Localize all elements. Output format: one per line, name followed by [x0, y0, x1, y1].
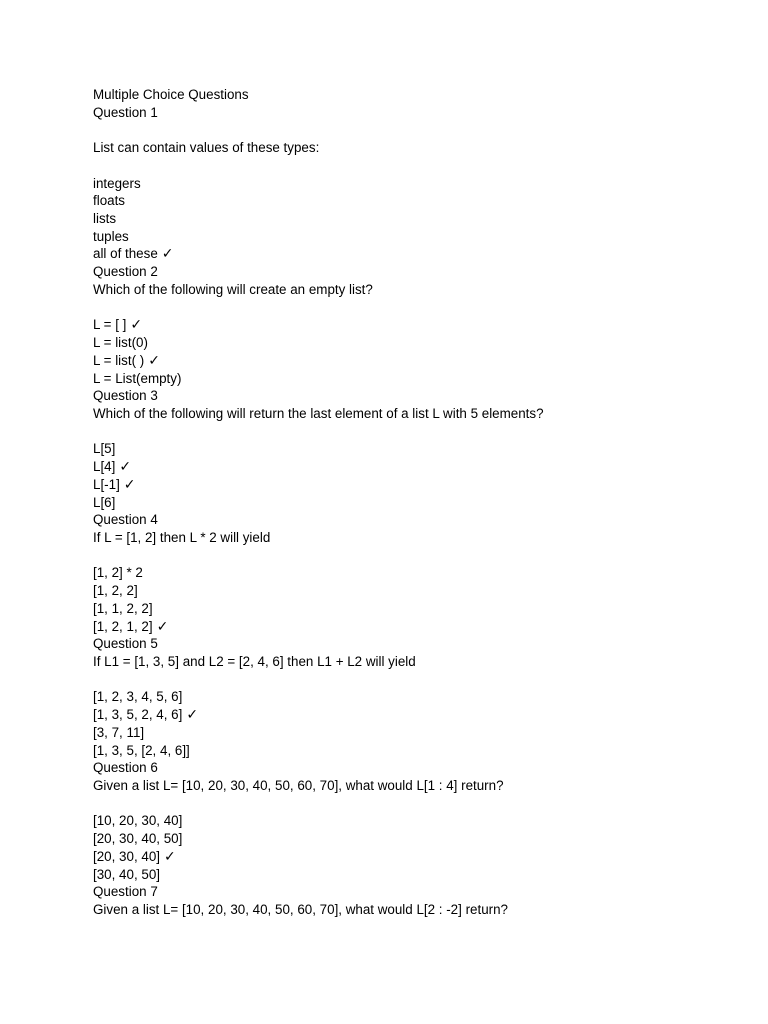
question-block [93, 759, 733, 883]
question-label: Question 4 [93, 512, 158, 528]
answer-option [93, 440, 733, 458]
answer-option [93, 458, 733, 476]
check-mark-icon: ✓ [164, 848, 176, 865]
answer-option [93, 494, 733, 512]
question-block [93, 511, 733, 635]
check-mark-icon: ✓ [130, 317, 143, 334]
answer-option [93, 210, 733, 228]
option-text: [10, 20, 30, 40] [93, 813, 183, 829]
answer-option [93, 618, 733, 636]
question-label: Question 5 [93, 636, 158, 652]
question-label: Question 7 [93, 884, 158, 900]
answer-option [93, 582, 733, 600]
option-text: L[6] [93, 494, 116, 510]
question-label: Question 3 [93, 388, 158, 404]
document-title: Multiple Choice Questions [93, 87, 249, 102]
answer-option [93, 688, 733, 706]
option-text: [3, 7, 11] [93, 724, 145, 740]
answer-option [93, 476, 733, 494]
answer-option [93, 848, 733, 866]
blank-line [93, 157, 733, 175]
option-text: [1, 3, 5, [2, 4, 6]] [93, 742, 190, 758]
question-text: Given a list L= [10, 20, 30, 40, 50, 60, 70], what would L[2 : -2] return? [93, 902, 508, 918]
option-text: L = list(0) [93, 335, 148, 351]
question-label: Question 6 [93, 760, 158, 776]
answer-option [93, 706, 733, 724]
answer-option [93, 812, 733, 830]
option-text: lists [93, 211, 117, 227]
answer-option [93, 600, 733, 618]
blank-line [93, 299, 733, 317]
answer-option [93, 352, 733, 370]
blank-line [93, 121, 733, 139]
document-page [93, 86, 733, 919]
answer-option [93, 370, 733, 388]
answer-option [93, 245, 733, 263]
check-mark-icon: ✓ [186, 707, 199, 724]
option-text: [1, 2, 3, 4, 5, 6] [93, 689, 183, 705]
option-text: [1, 3, 5, 2, 4, 6] [93, 707, 183, 723]
question-text: Which of the following will return the last element of a list L with 5 elements? [93, 405, 544, 421]
question-text: If L = [1, 2] then L * 2 will yield [93, 529, 271, 545]
option-text: [1, 1, 2, 2] [93, 600, 153, 616]
option-text: [1, 2, 2] [93, 583, 138, 599]
blank-line [93, 795, 733, 813]
option-text: L[4] [93, 459, 116, 475]
question-list [93, 104, 733, 919]
answer-option [93, 866, 733, 884]
question-block [93, 263, 733, 387]
check-mark-icon: ✓ [123, 476, 136, 493]
option-text: [1, 2, 1, 2] [93, 618, 153, 634]
answer-option [93, 228, 733, 246]
check-mark-icon: ✓ [161, 246, 174, 263]
option-text: [1, 2] * 2 [93, 565, 143, 581]
answer-option [93, 334, 733, 352]
blank-line [93, 423, 733, 441]
option-text: all of these [93, 246, 158, 262]
question-text: Which of the following will create an empty list? [93, 281, 373, 297]
check-mark-icon: ✓ [156, 618, 169, 635]
option-text: [20, 30, 40] [93, 848, 161, 864]
question-block [93, 387, 733, 511]
question-label: Question 1 [93, 104, 158, 120]
option-text: L = [ ] [93, 317, 127, 333]
option-text: L = list( ) [93, 352, 145, 368]
answer-option [93, 830, 733, 848]
option-text: L[5] [93, 441, 116, 457]
option-text: floats [93, 193, 126, 209]
check-mark-icon: ✓ [119, 459, 132, 476]
answer-option [93, 316, 733, 334]
blank-line [93, 671, 733, 689]
option-text: integers [93, 175, 141, 191]
question-text: Given a list L= [10, 20, 30, 40, 50, 60, 70], what would L[1 : 4] return? [93, 778, 504, 794]
option-text: [30, 40, 50] [93, 866, 161, 882]
check-mark-icon: ✓ [148, 352, 160, 369]
answer-option [93, 724, 733, 742]
answer-option [93, 175, 733, 193]
question-label: Question 2 [93, 264, 158, 280]
question-text: If L1 = [1, 3, 5] and L2 = [2, 4, 6] then L1 + L2 will yield [93, 654, 416, 669]
question-text: List can contain values of these types: [93, 140, 320, 156]
option-text: [20, 30, 40, 50] [93, 831, 183, 847]
answer-option [93, 564, 733, 582]
answer-option [93, 192, 733, 210]
option-text: L = List(empty) [93, 370, 182, 386]
question-block [93, 883, 733, 918]
question-block [93, 635, 733, 759]
question-block [93, 104, 733, 263]
blank-line [93, 547, 733, 565]
answer-option [93, 742, 733, 760]
option-text: L[-1] [93, 476, 120, 492]
option-text: tuples [93, 228, 129, 244]
